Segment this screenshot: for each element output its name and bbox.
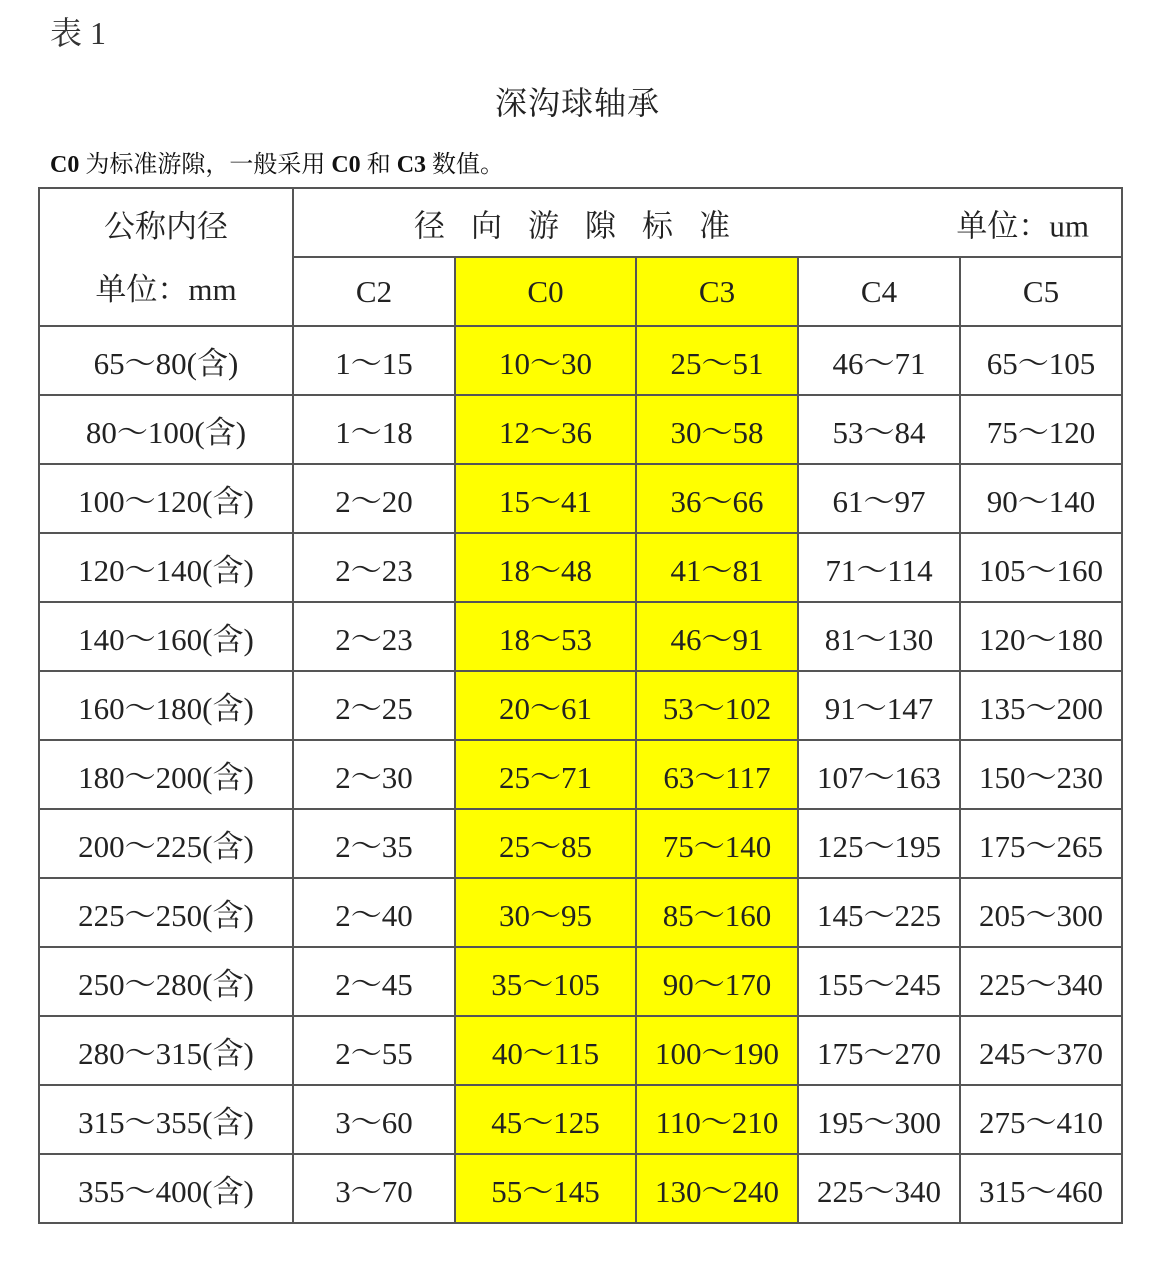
note-c0-code-2: C0 [331,152,361,178]
bore-header-label: 公称内径 [104,209,228,244]
clearance-c3-cell: 36～66 [636,464,798,533]
clearance-c5-cell: 75～120 [960,395,1122,464]
clearance-c2-cell: 1～15 [293,326,455,395]
note-text-1: 为标准游隙，一般采用 [79,152,332,178]
clearance-c4-cell: 71～114 [798,533,960,602]
column-header-c3: C3 [636,257,798,326]
clearance-c2-cell: 2～35 [293,809,455,878]
clearance-c5-cell: 105～160 [960,533,1122,602]
table-row [39,809,1122,878]
clearance-c2-cell: 1～18 [293,395,455,464]
clearance-c3-cell: 30～58 [636,395,798,464]
bore-range-cell: 120～140(含) [39,533,293,602]
clearance-c2-cell: 2～40 [293,878,455,947]
clearance-c5-cell: 315～460 [960,1154,1122,1223]
clearance-c2-cell: 2～23 [293,602,455,671]
clearance-c3-cell: 100～190 [636,1016,798,1085]
table-row [39,1085,1122,1154]
clearance-c5-cell: 90～140 [960,464,1122,533]
table-row [39,326,1122,395]
bore-range-cell: 225～250(含) [39,878,293,947]
column-header-c5: C5 [960,257,1122,326]
clearance-c5-cell: 150～230 [960,740,1122,809]
clearance-note [50,144,504,179]
clearance-c0-cell: 10～30 [455,326,636,395]
clearance-c3-cell: 63～117 [636,740,798,809]
clearance-c0-cell: 20～61 [455,671,636,740]
table-row [39,533,1122,602]
clearance-c2-cell: 2～25 [293,671,455,740]
note-c0-code: C0 [50,152,80,178]
clearance-c3-cell: 85～160 [636,878,798,947]
clearance-c5-cell: 135～200 [960,671,1122,740]
clearance-c2-cell: 3～60 [293,1085,455,1154]
table-row [39,878,1122,947]
clearance-c2-cell: 2～30 [293,740,455,809]
clearance-c3-cell: 90～170 [636,947,798,1016]
clearance-c0-cell: 35～105 [455,947,636,1016]
clearance-c3-cell: 75～140 [636,809,798,878]
clearance-c0-cell: 18～48 [455,533,636,602]
table-label: 表 1 [50,15,107,51]
clearance-c3-cell: 130～240 [636,1154,798,1223]
bore-range-cell: 200～225(含) [39,809,293,878]
clearance-c5-cell: 175～265 [960,809,1122,878]
bore-header-unit: 单位：mm [95,272,237,307]
clearance-c2-cell: 2～20 [293,464,455,533]
clearance-c5-cell: 65～105 [960,326,1122,395]
clearance-c3-cell: 25～51 [636,326,798,395]
note-c3-code: C3 [396,152,427,178]
clearance-c0-cell: 30～95 [455,878,636,947]
bore-range-cell: 65～80(含) [39,326,293,395]
clearance-c5-cell: 120～180 [960,602,1122,671]
clearance-c3-cell: 46～91 [636,602,798,671]
clearance-c4-cell: 107～163 [798,740,960,809]
bore-range-cell: 180～200(含) [39,740,293,809]
bore-range-cell: 250～280(含) [39,947,293,1016]
bore-range-cell: 355～400(含) [39,1154,293,1223]
radial-clearance-table [38,187,1123,1224]
table-row [39,602,1122,671]
clearance-c4-cell: 125～195 [798,809,960,878]
clearance-c0-cell: 45～125 [455,1085,636,1154]
column-header-c2: C2 [293,257,455,326]
radial-clearance-header-cell [293,188,1122,257]
clearance-c5-cell: 245～370 [960,1016,1122,1085]
table-row [39,671,1122,740]
clearance-c4-cell: 61～97 [798,464,960,533]
bore-header-cell [39,188,293,326]
note-text-3: 数值。 [426,152,505,178]
bore-range-cell: 280～315(含) [39,1016,293,1085]
column-header-c4: C4 [798,257,960,326]
table-row [39,395,1122,464]
table-row [39,1016,1122,1085]
clearance-c4-cell: 195～300 [798,1085,960,1154]
clearance-c0-cell: 15～41 [455,464,636,533]
table-header-row-1 [39,188,1122,257]
clearance-c0-cell: 40～115 [455,1016,636,1085]
clearance-c3-cell: 110～210 [636,1085,798,1154]
bore-range-cell: 140～160(含) [39,602,293,671]
table-row [39,1154,1122,1223]
clearance-c0-cell: 25～71 [455,740,636,809]
clearance-c4-cell: 225～340 [798,1154,960,1223]
clearance-c4-cell: 145～225 [798,878,960,947]
clearance-c4-cell: 155～245 [798,947,960,1016]
bore-range-cell: 315～355(含) [39,1085,293,1154]
clearance-c4-cell: 46～71 [798,326,960,395]
clearance-c2-cell: 2～55 [293,1016,455,1085]
document-title: 深沟球轴承 [494,85,660,121]
clearance-c2-cell: 2～23 [293,533,455,602]
bore-range-cell: 160～180(含) [39,671,293,740]
radial-clearance-title: 径向游隙标准 [414,208,756,243]
clearance-c2-cell: 2～45 [293,947,455,1016]
column-header-c0: C0 [455,257,636,326]
note-text-2: 和 [360,152,397,178]
bore-range-cell: 100～120(含) [39,464,293,533]
clearance-c3-cell: 53～102 [636,671,798,740]
table-row [39,947,1122,1016]
clearance-c4-cell: 91～147 [798,671,960,740]
clearance-c0-cell: 25～85 [455,809,636,878]
bore-range-cell: 80～100(含) [39,395,293,464]
table-row [39,740,1122,809]
clearance-c0-cell: 18～53 [455,602,636,671]
clearance-c4-cell: 53～84 [798,395,960,464]
clearance-c5-cell: 205～300 [960,878,1122,947]
clearance-c2-cell: 3～70 [293,1154,455,1223]
clearance-c0-cell: 12～36 [455,395,636,464]
clearance-c3-cell: 41～81 [636,533,798,602]
clearance-c5-cell: 275～410 [960,1085,1122,1154]
clearance-c0-cell: 55～145 [455,1154,636,1223]
clearance-c4-cell: 81～130 [798,602,960,671]
radial-clearance-unit: 单位：um [956,208,1090,243]
clearance-c5-cell: 225～340 [960,947,1122,1016]
table-row [39,464,1122,533]
clearance-c4-cell: 175～270 [798,1016,960,1085]
